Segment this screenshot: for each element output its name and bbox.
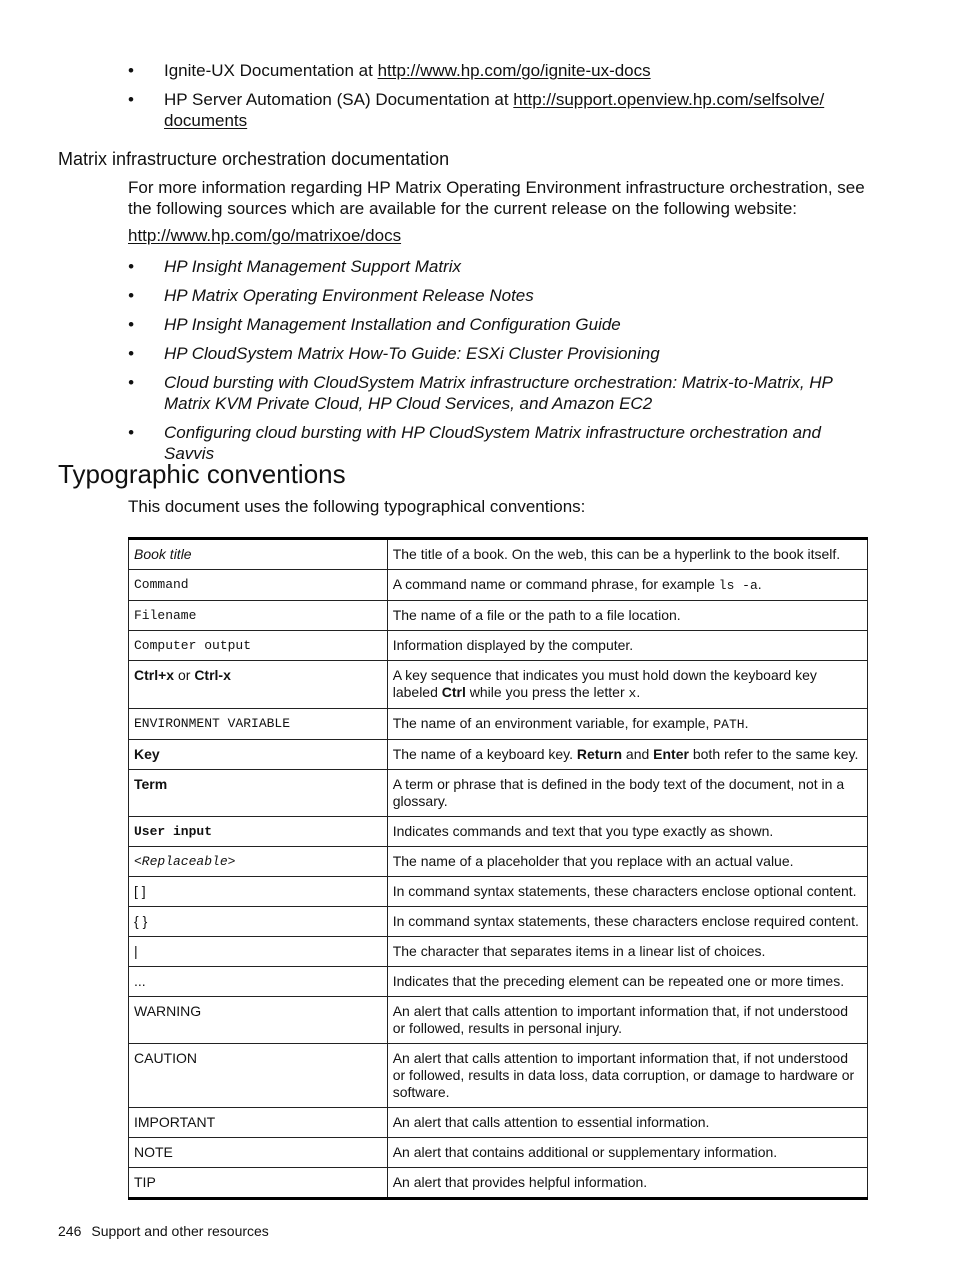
matrix-intro-paragraph: For more information regarding HP Matrix Operating Environment infrastructure orchestration, see the following sources which are available for the current release on the following website: [128,178,865,218]
footer-section-title: Support and other resources [91,1223,269,1239]
convention-description: Indicates that the preceding element can be repeated one or more times. [387,967,867,997]
convention-description: The name of a file or the path to a file location. [387,601,867,631]
page-number: 246 [58,1223,82,1239]
convention-description: The character that separates items in a linear list of choices. [387,937,867,967]
table-row [129,877,868,907]
convention-term: CAUTION [129,1044,388,1108]
convention-description [387,570,867,601]
list-item [128,60,873,81]
matrix-section-heading: Matrix infrastructure orchestration documentation [58,149,450,169]
matrix-docs-list [128,256,873,472]
table-row [129,661,868,709]
convention-term: ... [129,967,388,997]
convention-term: <Replaceable> [129,847,388,877]
convention-term: Command [129,570,388,601]
key-name: Enter [653,746,689,762]
table-row [129,570,868,601]
list-item [128,89,873,131]
key-name: Return [576,746,623,762]
description-text: both refer to the same key. [688,746,859,762]
key-sequence: Ctrl-x [194,667,231,683]
convention-term: Key [129,740,388,770]
convention-term: Term [129,770,388,817]
table-row [129,967,868,997]
convention-term: TIP [129,1168,388,1199]
convention-term: [ ] [129,877,388,907]
description-text: The name of a keyboard key. [392,746,577,762]
table-row [129,817,868,847]
table-row [129,997,868,1044]
list-item: • HP Matrix Operating Environment Release Notes [128,285,873,306]
convention-description: The title of a book. On the web, this can be a hyperlink to the book itself. [387,539,867,570]
conventions-intro: This document uses the following typographical conventions: [128,497,586,516]
page-section-title: Typographic conventions [58,459,346,489]
table-row [129,539,868,570]
convention-description: A term or phrase that is defined in the body text of the document, not in a glossary. [387,770,867,817]
table-row [129,601,868,631]
convention-description: Information displayed by the computer. [387,631,867,661]
convention-description: An alert that calls attention to important information that, if not understood or followed, results in data loss, data corruption, or damage to hardware or software. [387,1044,867,1108]
table-row [129,1138,868,1168]
convention-term: | [129,937,388,967]
matrix-docs-url-line [128,225,873,246]
page-footer [58,1222,269,1240]
convention-description: An alert that calls attention to important information that, if not understood or followed, results in personal injury. [387,997,867,1044]
table-row [129,847,868,877]
table-row [129,1108,868,1138]
description-text: . [757,576,762,592]
description-text: and [622,746,654,762]
table-row [129,709,868,740]
code-sample: x [628,686,637,701]
code-sample: ls -a [718,578,758,593]
convention-description: In command syntax statements, these characters enclose required content. [387,907,867,937]
convention-term: ENVIRONMENT VARIABLE [129,709,388,740]
convention-term: Filename [129,601,388,631]
convention-description: An alert that provides helpful information. [387,1168,867,1199]
list-item-text: Ignite-UX Documentation at [164,61,378,80]
convention-description [387,661,867,709]
table-row [129,937,868,967]
convention-description [387,740,867,770]
convention-term: User input [129,817,388,847]
matrix-docs-link[interactable]: http://www.hp.com/go/matrixoe/docs [128,226,402,245]
convention-description: In command syntax statements, these characters enclose optional content. [387,877,867,907]
key-name: Ctrl [441,684,466,700]
code-sample: PATH [713,717,745,732]
table-row [129,770,868,817]
resource-links-list [128,60,873,131]
convention-term: IMPORTANT [129,1108,388,1138]
description-text: A key sequence that indicates you must hold down the keyboard key labeled [392,667,817,700]
table-row [129,1168,868,1199]
description-text: . [636,684,641,700]
list-item: • Cloud bursting with CloudSystem Matrix infrastructure orchestration: Matrix-to-Matrix, HP Matrix KVM Private Cloud, HP Cloud Services, and Amazon EC2 [128,372,873,414]
list-item: • HP CloudSystem Matrix How-To Guide: ESXi Cluster Provisioning [128,343,873,364]
table-row [129,907,868,937]
ignite-ux-docs-link[interactable]: http://www.hp.com/go/ignite-ux-docs [377,61,651,80]
convention-term: Computer output [129,631,388,661]
convention-description: An alert that calls attention to essential information. [387,1108,867,1138]
key-sequence: Ctrl+x [134,667,175,683]
convention-term [129,661,388,709]
convention-term: WARNING [129,997,388,1044]
convention-term: NOTE [129,1138,388,1168]
convention-description: Indicates commands and text that you type exactly as shown. [387,817,867,847]
list-item: • Configuring cloud bursting with HP CloudSystem Matrix infrastructure orchestration and Savvis [128,422,873,464]
description-text: while you press the letter [465,684,629,700]
conventions-table [128,537,868,1200]
sa-docs-link-continued[interactable]: documents [164,111,248,130]
table-row [129,631,868,661]
sa-docs-link[interactable]: http://support.openview.hp.com/selfsolve/ [513,90,825,109]
list-item: • HP Insight Management Installation and Configuration Guide [128,314,873,335]
description-text: . [744,715,749,731]
term-connector: or [174,667,195,683]
convention-description [387,709,867,740]
convention-description: The name of a placeholder that you replace with an actual value. [387,847,867,877]
list-item: • HP Insight Management Support Matrix [128,256,873,277]
convention-description: An alert that contains additional or supplementary information. [387,1138,867,1168]
list-item-text: HP Server Automation (SA) Documentation at [164,90,514,109]
description-text: The name of an environment variable, for example, [392,715,714,731]
table-row [129,1044,868,1108]
table-row [129,740,868,770]
convention-term: { } [129,907,388,937]
convention-term: Book title [129,539,388,570]
description-text: A command name or command phrase, for example [392,576,719,592]
